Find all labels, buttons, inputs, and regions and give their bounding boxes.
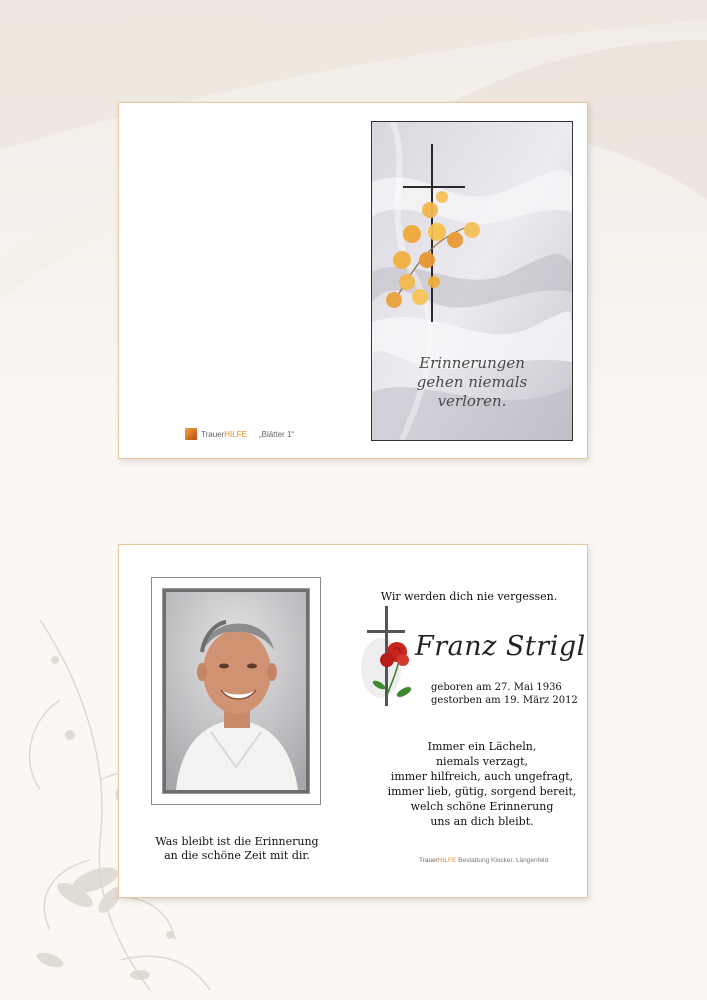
portrait-mat <box>162 588 310 794</box>
poem-line: welch schöne Erinnerung <box>410 800 554 813</box>
template-name: „Blätter 1“ <box>258 429 295 439</box>
cover-text-line: gehen niemals <box>416 373 528 391</box>
poem-line: Immer ein Lächeln, <box>427 740 537 753</box>
cover-image-panel <box>371 121 573 441</box>
poem <box>387 739 577 829</box>
memory-quote-line: an die schöne Zeit mit dir. <box>164 849 310 862</box>
brand-name-part2: HILFE <box>224 429 247 439</box>
card-inner-spread <box>118 544 588 898</box>
footer-brand-part2: HILFE <box>437 857 457 864</box>
poem-line: niemals verzagt, <box>435 755 529 768</box>
cross-with-rose-icon <box>359 600 419 710</box>
cover-text-line: verloren. <box>437 392 507 410</box>
brand-line <box>185 426 294 442</box>
card-front-cover <box>118 102 588 459</box>
life-dates <box>431 681 578 707</box>
cover-text-line: Erinnerungen <box>419 354 525 372</box>
deceased-name: Franz Strigl <box>415 631 586 662</box>
headline: Wir werden dich nie vergessen. <box>380 590 558 603</box>
footer-brand <box>419 857 579 864</box>
death-date: gestorben am 19. März 2012 <box>431 695 578 706</box>
portrait-photo <box>166 592 306 790</box>
trauerhilfe-logo-icon <box>185 428 197 440</box>
memory-quote <box>139 835 335 863</box>
birth-date: geboren am 27. Mai 1936 <box>431 682 562 693</box>
footer-brand-rest: Bestattung Klocker, Längenfeld <box>456 857 549 864</box>
portrait-frame <box>151 577 321 805</box>
cover-text <box>372 354 572 411</box>
poem-line: immer lieb, gütig, sorgend bereit, <box>387 785 577 798</box>
poem-line: immer hilfreich, auch ungefragt, <box>390 770 574 783</box>
brand-name-part1: Trauer <box>201 429 225 439</box>
poem-line: uns an dich bleibt. <box>430 815 534 828</box>
memory-quote-line: Was bleibt ist die Erinnerung <box>155 835 319 848</box>
footer-brand-part1: Trauer <box>419 857 438 864</box>
